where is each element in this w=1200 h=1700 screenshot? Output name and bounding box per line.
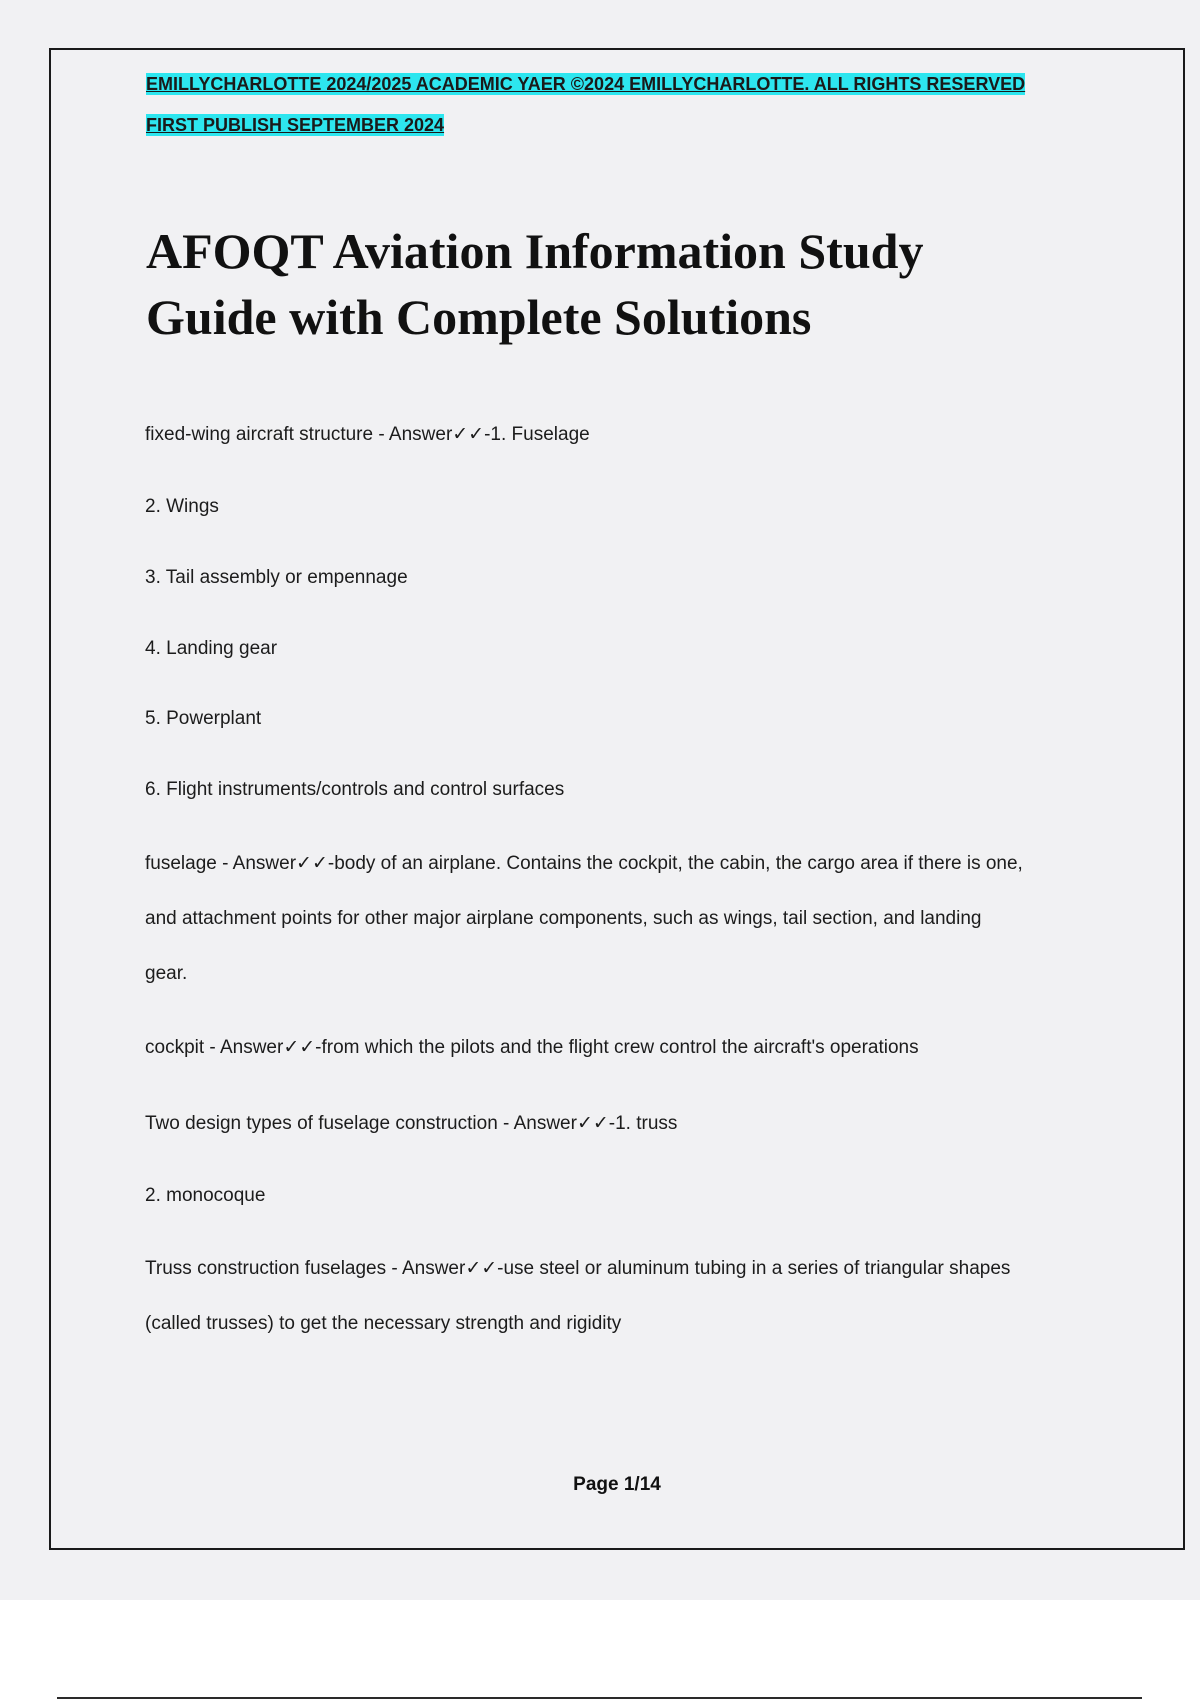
document-title (146, 218, 1126, 350)
qa-line: Two design types of fuselage construction - Answer✓✓-1. truss (145, 1113, 678, 1134)
qa-line: 2. Wings (145, 496, 219, 517)
qa-line: and attachment points for other major airplane components, such as wings, tail section, and landing (145, 908, 982, 929)
qa-line: 2. monocoque (145, 1185, 266, 1206)
qa-line: fixed-wing aircraft structure - Answer✓✓-1. Fuselage (145, 424, 590, 445)
copyright-header-text: EMILLYCHARLOTTE 2024/2025 ACADEMIC YAER ©2024 EMILLYCHARLOTTE. ALL RIGHTS RESERVED (146, 74, 1026, 94)
qa-line: cockpit - Answer✓✓-from which the pilots and the flight crew control the aircraft's operations (145, 1037, 919, 1058)
qa-line: (called trusses) to get the necessary strength and rigidity (145, 1313, 622, 1334)
qa-line: 3. Tail assembly or empennage (145, 567, 408, 588)
document-title-line-2: Guide with Complete Solutions (146, 289, 812, 345)
publish-date-text: FIRST PUBLISH SEPTEMBER 2024 (146, 115, 445, 135)
qa-line: fuselage - Answer✓✓-body of an airplane. Contains the cockpit, the cabin, the cargo area if there is one, (145, 853, 1023, 874)
document-title-line-1: AFOQT Aviation Information Study (146, 223, 924, 279)
qa-line: 4. Landing gear (145, 638, 278, 659)
qa-line: 5. Powerplant (145, 708, 262, 729)
publish-date-header (146, 115, 444, 136)
bottom-divider (57, 1697, 1142, 1699)
qa-line: gear. (145, 963, 188, 984)
page-number: Page 1/14 (573, 1474, 661, 1495)
qa-line: 6. Flight instruments/controls and control surfaces (145, 779, 565, 800)
copyright-header (146, 74, 1025, 95)
qa-line: Truss construction fuselages - Answer✓✓-use steel or aluminum tubing in a series of triangular shapes (145, 1258, 1011, 1279)
